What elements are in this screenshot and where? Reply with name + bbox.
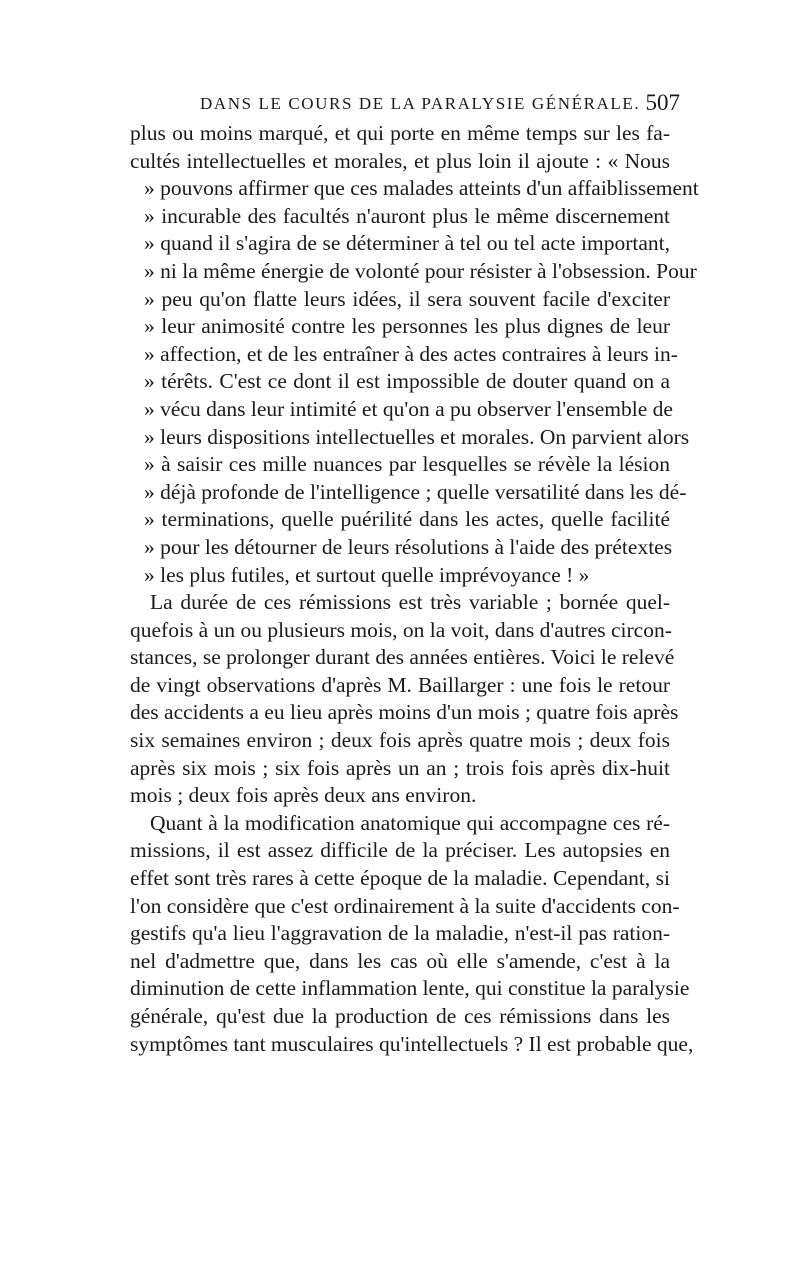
page-number: 507	[645, 90, 680, 115]
text-line: » les plus futiles, et surtout quelle imprévoyance ! »	[144, 562, 590, 587]
text-line: stances, se prolonger durant des années entières. Voici le relevé	[130, 645, 675, 670]
text-line: » leurs dispositions intellectuelles et morales. On parvient alors	[144, 424, 690, 449]
text-line: » déjà profonde de l'intelligence ; quelle versatilité dans les dé-	[144, 479, 687, 504]
text-line: effet sont très rares à cette époque de la maladie. Cependant, si	[130, 866, 670, 891]
text-line: nel d'admettre que, dans les cas où elle s'amende, c'est à la	[130, 948, 670, 973]
text-line: » pour les détourner de leurs résolutions à l'aide des prétextes	[144, 534, 673, 559]
text-line: » terminations, quelle puérilité dans les actes, quelle facilité	[144, 507, 670, 532]
text-line: symptômes tant musculaires qu'intellectuels ? Il est probable que,	[130, 1031, 694, 1056]
text-line: » peu qu'on flatte leurs idées, il sera souvent facile d'exciter	[144, 286, 670, 311]
text-line: quefois à un ou plusieurs mois, on la voit, dans d'autres circon-	[130, 617, 672, 642]
text-line: des accidents a eu lieu après moins d'un mois ; quatre fois après	[130, 700, 679, 725]
text-line: » térêts. C'est ce dont il est impossible de douter quand on a	[144, 369, 670, 394]
text-line: La durée de ces rémissions est très variable ; bornée quel-	[150, 590, 670, 615]
text-line: six semaines environ ; deux fois après quatre mois ; deux fois	[130, 728, 670, 753]
running-title: DANS LE COURS DE LA PARALYSIE GÉNÉRALE.	[200, 94, 641, 113]
text-line: » vécu dans leur intimité et qu'on a pu observer l'ensemble de	[144, 396, 673, 421]
text-line: l'on considère que c'est ordinairement à la suite d'accidents con-	[130, 893, 680, 918]
text-line: » pouvons affirmer que ces malades atteints d'un affaiblissement	[144, 176, 699, 201]
text-line: Quant à la modification anatomique qui accompagne ces ré-	[150, 810, 670, 835]
text-line: générale, qu'est due la production de ces rémissions dans les	[130, 1004, 670, 1028]
running-head	[128, 90, 680, 122]
text-line: » à saisir ces mille nuances par lesquelles se révèle la lésion	[144, 452, 670, 477]
text-line: » leur animosité contre les personnes les plus dignes de leur	[144, 314, 670, 339]
text-line: missions, il est assez difficile de la préciser. Les autopsies en	[130, 838, 670, 863]
text-line: » affection, et de les entraîner à des actes contraires à leurs in-	[144, 341, 678, 366]
text-line: » quand il s'agira de se déterminer à tel ou tel acte important,	[144, 231, 670, 256]
text-line: de vingt observations d'après M. Baillarger : une fois le retour	[130, 672, 670, 697]
text-line: plus ou moins marqué, et qui porte en même temps sur les fa-	[130, 121, 670, 145]
text-line: gestifs qu'a lieu l'aggravation de la maladie, n'est-il pas ration-	[130, 921, 670, 946]
text-line: » incurable des facultés n'auront plus le même discernement	[144, 203, 670, 228]
text-line: diminution de cette inflammation lente, qui constitue la paralysie	[130, 976, 690, 1001]
text-line: après six mois ; six fois après un an ; trois fois après dix-huit	[130, 755, 670, 780]
text-line: cultés intellectuelles et morales, et plus loin il ajoute : « Nous	[130, 148, 670, 173]
body-text	[130, 120, 699, 1058]
text-line: » ni la même énergie de volonté pour résister à l'obsession. Pour	[144, 258, 697, 283]
text-line: mois ; deux fois après deux ans environ.	[130, 783, 477, 808]
